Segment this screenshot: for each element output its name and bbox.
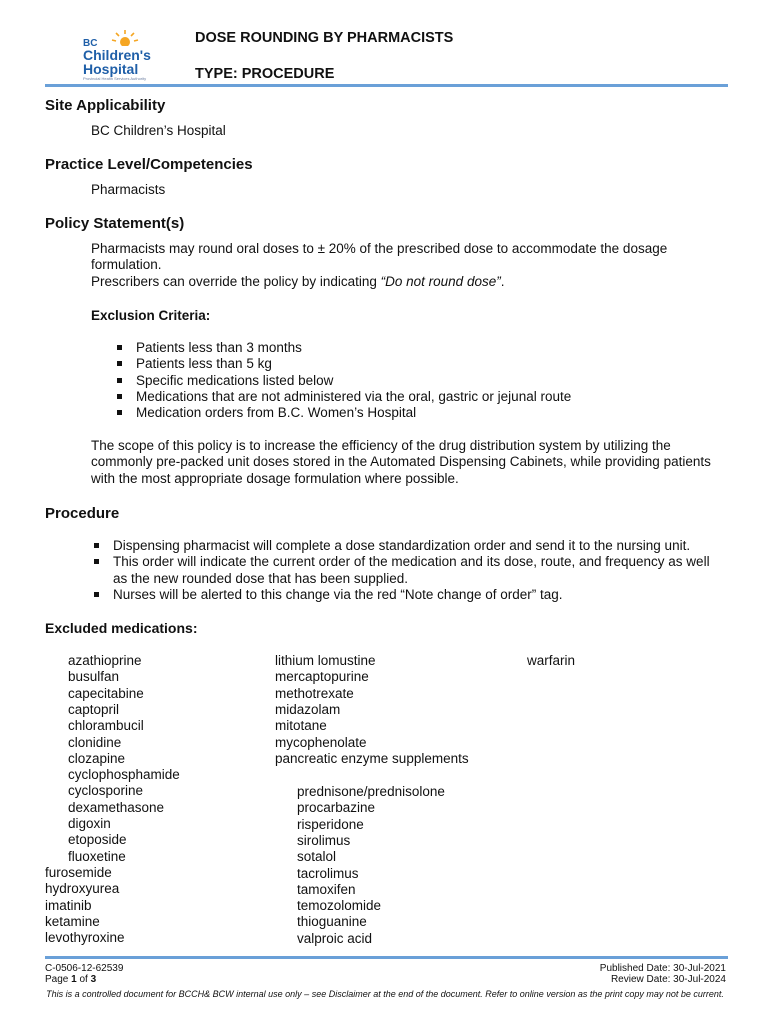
procedure-step: This order will indicate the current order of the medication and its dose, route, and frequency as well as the new rounded dose that has been supplied.	[91, 554, 721, 587]
medication-item: cyclophosphamide	[68, 767, 180, 783]
medication-item: azathioprine	[68, 653, 142, 668]
medication-item: procarbazine	[297, 800, 376, 816]
practice-heading: Practice Level/Competencies	[45, 156, 253, 173]
medication-item: ketamine	[45, 913, 100, 929]
site-heading: Site Applicability	[45, 97, 166, 114]
procedure-list	[91, 538, 721, 603]
medication-item: chlorambucil	[68, 718, 144, 734]
sun-icon	[103, 28, 143, 46]
review-date: Review Date: 30-Jul-2024	[610, 974, 726, 985]
medication-item: prednisone/prednisolone	[297, 784, 445, 799]
medication-item: mycophenolate	[275, 734, 367, 750]
procedure-step: Nurses will be alerted to this change via the red “Note change of order” tag.	[91, 587, 721, 603]
medication-item: valproic acid	[297, 930, 373, 946]
medication-item: captopril	[68, 701, 120, 717]
page-number	[45, 974, 96, 985]
hospital-logo	[83, 28, 153, 80]
medication-item: etoposide	[68, 832, 127, 848]
exclusion-item: Specific medications listed below	[91, 373, 711, 389]
medication-item: capecitabine	[68, 685, 144, 701]
published-date: Published Date: 30-Jul-2021	[599, 963, 726, 974]
scope-text: The scope of this policy is to increase the efficiency of the drug distribution system by utilizing the commonly pre-packed unit doses stored in the Automated Dispensing Cabinets, while providing patients with the most appropriate dosage formulation where possible.	[91, 438, 711, 486]
policy-heading: Policy Statement(s)	[45, 215, 185, 232]
footer-rule	[45, 956, 728, 959]
medication-item: mercaptopurine	[275, 669, 369, 685]
logo-line-hospital: Hospital	[83, 61, 139, 77]
page-total: 3	[90, 974, 97, 985]
medication-item: midazolam	[275, 701, 341, 717]
medication-item: clonidine	[68, 734, 122, 750]
policy-line-2-prefix: Prescribers can override the policy by indicating	[91, 273, 381, 289]
medication-item: dexamethasone	[68, 799, 165, 815]
logo-name	[83, 48, 151, 76]
medication-item: furosemide	[45, 864, 112, 880]
page-of: of	[76, 974, 91, 985]
medication-item: tamoxifen	[297, 881, 356, 897]
page-current: 1	[71, 974, 77, 985]
exclusion-item: Patients less than 3 months	[91, 340, 711, 356]
medication-item: mitotane	[275, 718, 327, 734]
disclaimer-note: This is a controlled document for BCCH& BCW internal use only – see Disclaimer at the end of the document. Refer to online version as the print copy may not be current.	[46, 989, 724, 999]
medication-item: sirolimus	[297, 832, 351, 848]
practice-value: Pharmacists	[91, 182, 166, 197]
medication-item: busulfan	[68, 669, 120, 685]
logo-bc-text: BC	[83, 38, 98, 49]
medication-item: temozolomide	[297, 898, 382, 914]
medication-item: lithium lomustine	[275, 653, 376, 668]
medication-item: tacrolimus	[297, 865, 359, 881]
document-title: DOSE ROUNDING BY PHARMACISTS	[195, 30, 454, 46]
logo-subtitle: Provincial Health Services Authority	[83, 76, 147, 81]
procedure-heading: Procedure	[45, 505, 120, 522]
medication-item: thioguanine	[297, 914, 367, 930]
medication-item: hydroxyurea	[45, 881, 120, 897]
medication-item: imatinib	[45, 897, 92, 913]
medication-item: digoxin	[68, 816, 111, 831]
policy-line-2	[91, 274, 711, 290]
policy-line-2-suffix: .	[500, 273, 505, 289]
exclusion-heading: Exclusion Criteria:	[91, 308, 211, 323]
exclusion-item: Medications that are not administered via the oral, gastric or jejunal route	[91, 389, 711, 405]
medication-item: pancreatic enzyme supplements	[275, 750, 469, 766]
procedure-step: Dispensing pharmacist will complete a dose standardization order and send it to the nursing unit.	[91, 538, 721, 554]
site-value: BC Children’s Hospital	[91, 123, 226, 138]
medication-item: fluoxetine	[68, 848, 126, 864]
excluded-heading: Excluded medications:	[45, 620, 198, 636]
medication-item: clozapine	[68, 750, 126, 766]
medication-item: cyclosporine	[68, 783, 144, 799]
policy-line-2-quote: “Do not round dose”	[380, 273, 501, 289]
medication-item: levothyroxine	[45, 930, 125, 946]
doc-id: C-0506-12-62539	[45, 963, 124, 974]
medication-item: methotrexate	[275, 685, 354, 701]
document-type: TYPE: PROCEDURE	[195, 66, 335, 82]
logo-line-children: Children's	[83, 47, 151, 63]
medication-item: sotalol	[297, 849, 337, 865]
exclusion-item: Patients less than 5 kg	[91, 356, 711, 372]
policy-line-1: Pharmacists may round oral doses to ± 20% of the prescribed dose to accommodate the dosage formulation.	[91, 241, 668, 273]
medication-item: risperidone	[297, 816, 364, 832]
page-prefix: Page	[45, 974, 72, 985]
policy-text	[91, 241, 711, 290]
header-rule	[45, 84, 728, 87]
exclusion-item: Medication orders from B.C. Women’s Hospital	[91, 405, 711, 421]
exclusion-list	[91, 340, 711, 421]
medication-item: warfarin	[527, 653, 576, 668]
